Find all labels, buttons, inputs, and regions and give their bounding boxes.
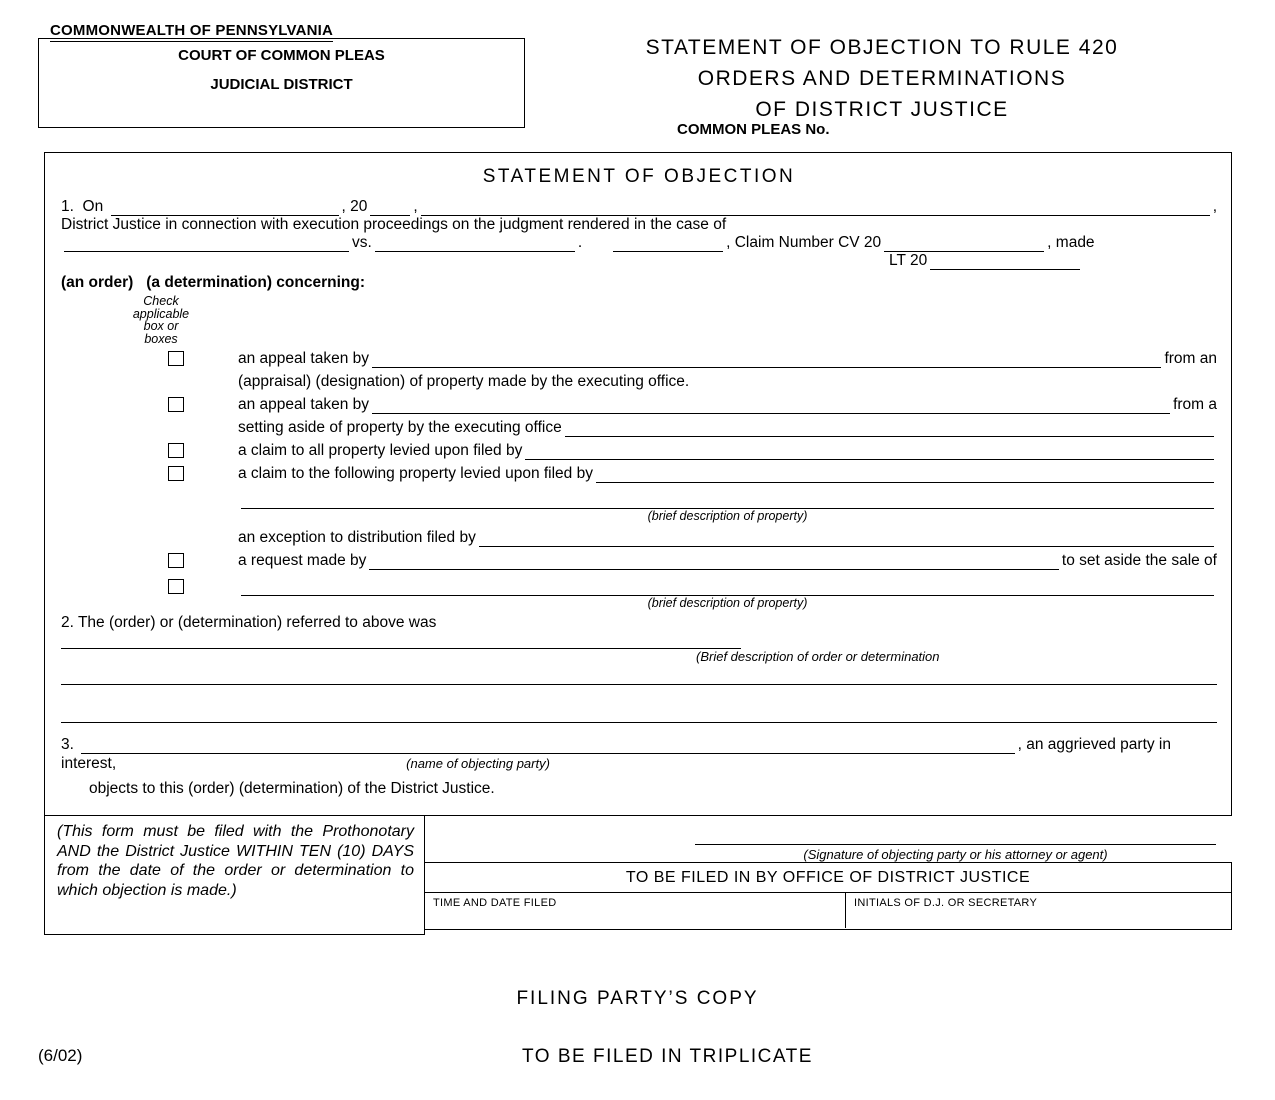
checkbox-appeal-appraisal[interactable] — [168, 351, 184, 366]
common-pleas-no-label: COMMON PLEAS No. — [677, 121, 830, 138]
initials-cell[interactable]: INITIALS OF D.J. OR SECRETARY — [854, 897, 1038, 909]
checkbox-appeal-set-aside[interactable] — [168, 397, 184, 412]
field-objecting-party-name[interactable] — [81, 739, 1014, 754]
brief-description-caption-2: (brief description of property) — [647, 596, 808, 610]
check-note-line: box or — [143, 319, 179, 333]
item2-text: 2. The (order) or (determination) referred to above was — [61, 614, 437, 631]
interest-label: interest, — [61, 755, 117, 772]
commonwealth-heading: COMMONWEALTH OF PENNSYLVANIA — [50, 22, 333, 42]
set-aside-sale-label: to set aside the sale of — [1061, 552, 1217, 569]
judicial-district-label: JUDICIAL DISTRICT — [210, 76, 353, 93]
item1-comma-a: , — [413, 198, 418, 215]
request-label: a request made by — [238, 552, 367, 569]
field-cv-number[interactable] — [884, 237, 1044, 252]
row-exception-distribution — [61, 524, 1217, 547]
row-property-description-2 — [61, 570, 1217, 596]
filing-instructions-box — [44, 815, 425, 935]
form-title-line-1: STATEMENT OF OBJECTION TO RULE 420 — [645, 36, 1119, 59]
field-order-description-1[interactable] — [61, 635, 741, 649]
item3-line-1 — [61, 735, 1171, 754]
exception-label: an exception to distribution filed by — [238, 529, 476, 546]
item1-comma-b: , — [1212, 198, 1217, 215]
row-property-description-1 — [61, 483, 1217, 509]
item3-number: 3. — [61, 736, 79, 753]
setting-aside-text: setting aside of property by the executing office — [238, 419, 562, 436]
claim-all-label: a claim to all property levied upon filed by — [238, 442, 523, 459]
checkbox-claim-all-property[interactable] — [168, 443, 184, 458]
aggrieved-party-label: , an aggrieved party in — [1017, 736, 1171, 753]
item-2 — [61, 613, 1217, 723]
from-an-label: from an — [1164, 350, 1217, 367]
row-appeal-appraisal-cont — [61, 368, 1217, 391]
row-appeal-set-aside — [61, 391, 1217, 414]
claim-following-label: a claim to the following property levied upon filed by — [238, 465, 593, 482]
checkbox-list — [61, 345, 1217, 611]
vs-label: vs. — [352, 234, 372, 251]
form-title-line-2: ORDERS AND DETERMINATIONS — [697, 67, 1067, 90]
field-request-maker[interactable] — [369, 555, 1059, 570]
field-signature[interactable] — [695, 828, 1216, 845]
form-title-line-3: OF DISTRICT JUSTICE — [755, 98, 1009, 121]
field-order-description-2[interactable] — [61, 671, 1217, 685]
field-exception-filer[interactable] — [479, 532, 1214, 547]
item1-line-4 — [889, 252, 1217, 270]
from-a-label: from a — [1173, 396, 1217, 413]
field-appeal1-appellant[interactable] — [372, 353, 1161, 368]
made-label: , made — [1047, 234, 1095, 251]
field-case-ref[interactable] — [613, 237, 723, 252]
field-appeal2-appellant[interactable] — [372, 399, 1170, 414]
section-title: STATEMENT OF OBJECTION — [482, 166, 796, 187]
lt-label: LT 20 — [889, 252, 928, 269]
check-applicable-note — [113, 295, 209, 345]
field-plaintiff-name[interactable] — [64, 237, 349, 252]
field-property-description-1[interactable] — [241, 494, 1214, 509]
filed-box-title: TO BE FILED IN BY OFFICE OF DISTRICT JUSTICE — [425, 863, 1231, 893]
item1-execution-text: District Justice in connection with execution proceedings on the judgment rendered in the case of — [61, 216, 727, 233]
field-objection-date[interactable] — [111, 201, 339, 216]
field-claim-all-filer[interactable] — [525, 445, 1214, 460]
field-order-description-3[interactable] — [61, 709, 1217, 723]
order-description-caption: (Brief description of order or determination — [696, 649, 940, 664]
concerning-label: (an order) (a determination) concerning: — [61, 274, 365, 291]
check-note-line: boxes — [144, 331, 178, 346]
item1-period: . — [577, 234, 583, 251]
objects-statement: objects to this (order) (determination) of the District Justice. — [89, 780, 495, 797]
field-claim-following-filer[interactable] — [596, 468, 1214, 483]
name-of-objecting-party-caption: (name of objecting party) — [406, 756, 550, 771]
triplicate-label: TO BE FILED IN TRIPLICATE — [522, 1046, 813, 1067]
form-title — [558, 32, 1206, 125]
item1-comma-20-label: , 20 — [341, 198, 368, 215]
row-appeal-appraisal — [61, 345, 1217, 368]
field-objection-year[interactable] — [370, 201, 410, 216]
item3-line-2 — [61, 755, 1217, 772]
item1-line-3 — [61, 234, 1217, 252]
item-3 — [61, 735, 1217, 798]
item1-on-label: 1. On — [61, 198, 108, 215]
item1-line-1 — [61, 198, 1217, 216]
item-1 — [61, 198, 1217, 270]
form-revision-label: (6/02) — [38, 1046, 83, 1065]
checkbox-claim-following-property[interactable] — [168, 466, 184, 481]
checkbox-property-description[interactable] — [168, 579, 184, 594]
check-note-line: applicable — [132, 306, 190, 321]
claim-number-cv-label: , Claim Number CV 20 — [726, 234, 882, 251]
court-box — [38, 38, 525, 128]
appeal1-label: an appeal taken by — [238, 350, 369, 367]
field-setting-aside[interactable] — [565, 422, 1214, 437]
statement-of-objection-box — [44, 152, 1232, 816]
check-note-line: Check — [143, 294, 179, 308]
district-justice-office-box — [424, 862, 1232, 930]
row-request-set-aside-sale — [61, 547, 1217, 570]
brief-description-caption-1: (brief description of property) — [647, 509, 808, 523]
time-and-date-filed-cell[interactable]: TIME AND DATE FILED — [425, 893, 846, 928]
court-of-common-pleas-label: COURT OF COMMON PLEAS — [178, 47, 385, 64]
row-appeal-set-aside-cont — [61, 414, 1217, 437]
field-lt-number[interactable] — [930, 255, 1080, 270]
filing-party-copy-label: FILING PARTY’S COPY — [516, 988, 759, 1009]
field-district-justice-name[interactable] — [421, 201, 1210, 216]
row-claim-all-property — [61, 437, 1217, 460]
filed-box-row — [425, 893, 1231, 928]
appraisal-designation-text: (appraisal) (designation) of property made by the executing office. — [238, 373, 690, 390]
row-claim-following-property — [61, 460, 1217, 483]
field-property-description-2[interactable] — [241, 581, 1214, 596]
signature-area — [695, 828, 1216, 862]
filing-instructions-text: (This form must be filed with the Prothonotary AND the District Justice WITHIN TEN (10) DAYS from the date of the order or determination to which objection is made.) — [57, 823, 414, 899]
appeal2-label: an appeal taken by — [238, 396, 369, 413]
signature-caption: (Signature of objecting party or his attorney or agent) — [803, 847, 1108, 862]
checkbox-request-set-aside-sale[interactable] — [168, 553, 184, 568]
field-defendant-name[interactable] — [375, 237, 575, 252]
item1-line-2 — [61, 216, 1217, 234]
